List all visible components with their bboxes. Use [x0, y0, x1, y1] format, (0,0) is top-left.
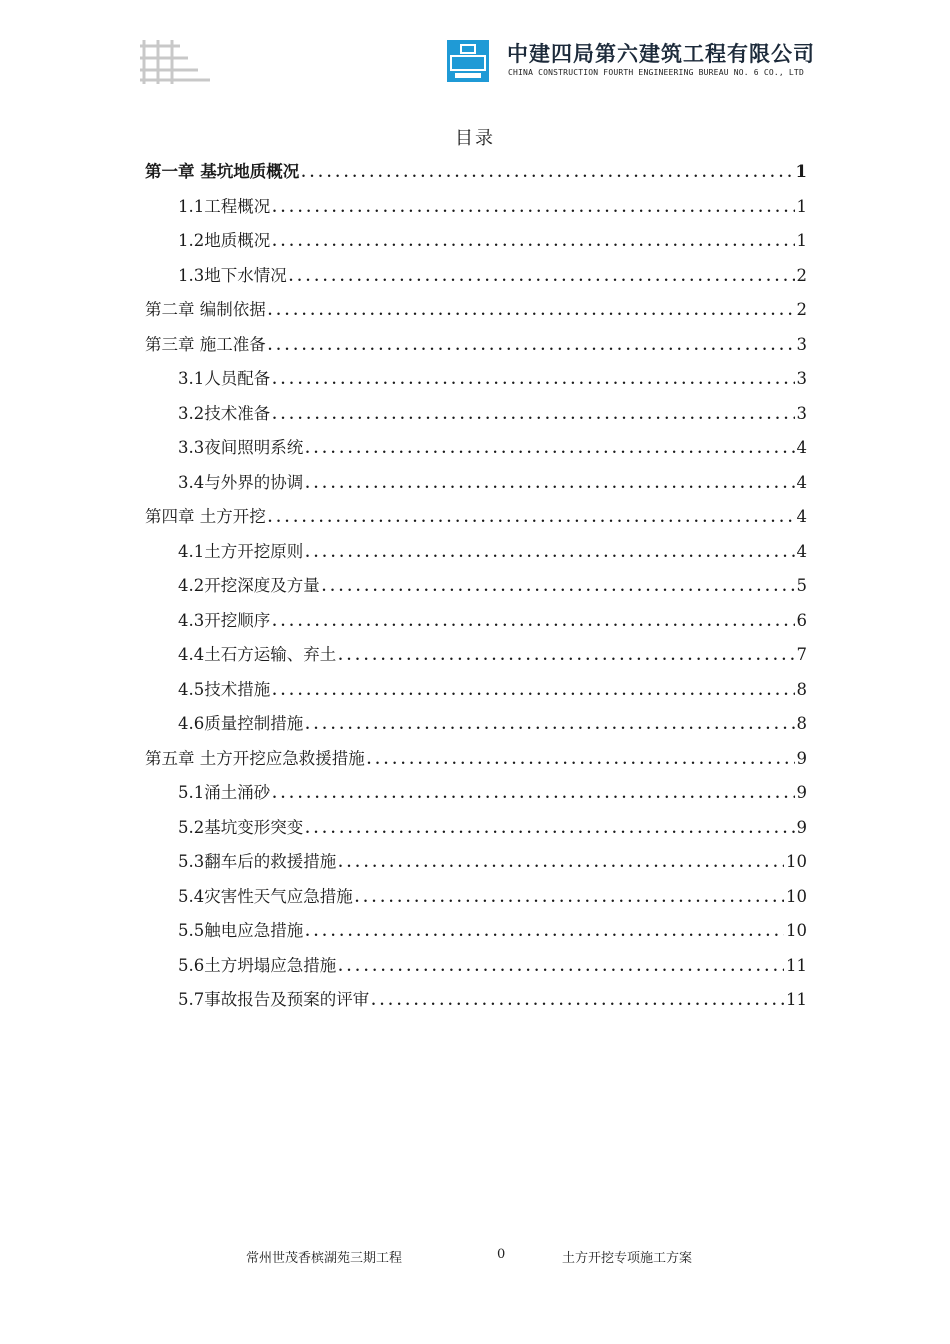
cscec-logo — [447, 40, 489, 82]
toc-section-entry[interactable] — [145, 362, 807, 397]
toc-section-entry[interactable] — [145, 466, 807, 501]
toc-leader-dots — [272, 778, 794, 813]
toc-leader-dots — [268, 330, 795, 365]
toc-entry-page: 9 — [796, 783, 807, 802]
toc-leader-dots — [272, 364, 794, 399]
toc-leader-dots — [305, 433, 794, 468]
toc-entry-title: 第一章 基坑地质概况 — [145, 162, 300, 181]
footer-document-title: 土方开挖专项施工方案 — [562, 1251, 693, 1266]
toc-entry-title: 3.2技术准备 — [178, 403, 271, 423]
toc-leader-dots — [322, 571, 795, 606]
toc-entry-title: 4.2开挖深度及方量 — [178, 576, 320, 595]
toc-entry-title: 5.5触电应急措施 — [178, 921, 304, 940]
toc-leader-dots — [355, 882, 784, 917]
footer-project-name: 常州世茂香槟湖苑三期工程 — [246, 1251, 403, 1266]
toc-leader-dots — [272, 606, 794, 641]
toc-leader-dots — [301, 157, 793, 192]
toc-entry-page: 4 — [796, 438, 807, 457]
toc-leader-dots — [272, 399, 794, 434]
toc-leader-dots — [305, 813, 794, 848]
toc-section-entry[interactable] — [145, 673, 807, 708]
toc-chapter-entry[interactable] — [145, 155, 807, 190]
toc-section-entry[interactable] — [145, 397, 807, 432]
toc-entry-title: 第二章 编制依据 — [145, 300, 266, 319]
toc-entry-page: 6 — [796, 610, 807, 630]
toc-section-entry[interactable] — [145, 224, 807, 259]
toc-leader-dots — [305, 916, 784, 951]
footer-page-number: 0 — [497, 1247, 506, 1262]
toc-leader-dots — [305, 468, 794, 503]
company-name-en: CHINA CONSTRUCTION FOURTH ENGINEERING BUREAU NO. 6 CO., LTD — [508, 68, 804, 77]
toc-entry-title: 1.3地下水情况 — [178, 265, 287, 285]
toc-entry-title: 1.2地质概况 — [178, 231, 271, 250]
toc-entry-title: 5.4灾害性天气应急措施 — [178, 886, 353, 906]
toc-leader-dots — [268, 295, 795, 330]
toc-entry-title: 3.4与外界的协调 — [178, 472, 304, 492]
toc-entry-title: 3.3夜间照明系统 — [178, 438, 304, 457]
toc-entry-page: 10 — [786, 886, 807, 906]
toc-chapter-entry[interactable] — [145, 293, 807, 328]
toc-entry-title: 5.6土方坍塌应急措施 — [178, 955, 337, 975]
toc-entry-page: 1 — [795, 162, 807, 181]
toc-entry-page: 10 — [786, 921, 807, 940]
toc-entry-title: 第五章 土方开挖应急救援措施 — [145, 748, 365, 768]
toc-entry-page: 5 — [796, 576, 807, 595]
table-of-contents — [145, 155, 807, 1018]
toc-section-entry[interactable] — [145, 604, 807, 639]
toc-leader-dots — [305, 709, 794, 744]
toc-section-entry[interactable] — [145, 880, 807, 915]
toc-section-entry[interactable] — [145, 845, 807, 880]
toc-leader-dots — [338, 847, 784, 882]
toc-entry-title: 4.6质量控制措施 — [178, 714, 304, 733]
toc-section-entry[interactable] — [145, 949, 807, 984]
toc-leader-dots — [371, 985, 784, 1020]
toc-leader-dots — [272, 675, 794, 710]
toc-entry-page: 7 — [796, 645, 807, 664]
toc-entry-title: 1.1工程概况 — [178, 196, 271, 216]
toc-leader-dots — [272, 226, 794, 261]
toc-section-entry[interactable] — [145, 914, 807, 949]
toc-leader-dots — [338, 640, 794, 675]
toc-entry-page: 10 — [786, 852, 807, 871]
toc-entry-page: 3 — [796, 403, 807, 423]
toc-section-entry[interactable] — [145, 190, 807, 225]
toc-title: 目录 — [455, 128, 495, 149]
toc-chapter-entry[interactable] — [145, 500, 807, 535]
toc-leader-dots — [367, 744, 795, 779]
toc-entry-page: 8 — [796, 679, 807, 699]
toc-leader-dots — [289, 261, 795, 296]
toc-entry-page: 11 — [786, 955, 807, 975]
toc-entry-page: 11 — [786, 990, 807, 1009]
toc-entry-page: 9 — [796, 817, 807, 837]
toc-entry-title: 4.3开挖顺序 — [178, 610, 271, 630]
toc-entry-page: 4 — [796, 507, 807, 526]
toc-leader-dots — [268, 502, 795, 537]
toc-entry-title: 第四章 土方开挖 — [145, 507, 266, 526]
toc-section-entry[interactable] — [145, 811, 807, 846]
toc-section-entry[interactable] — [145, 776, 807, 811]
grid-pattern-icon — [140, 40, 212, 84]
company-name-cn: 中建四局第六建筑工程有限公司 — [507, 42, 815, 66]
toc-section-entry[interactable] — [145, 431, 807, 466]
toc-section-entry[interactable] — [145, 707, 807, 742]
toc-entry-title: 5.7事故报告及预案的评审 — [178, 990, 370, 1009]
toc-leader-dots — [272, 192, 794, 227]
toc-chapter-entry[interactable] — [145, 742, 807, 777]
toc-entry-title: 3.1人员配备 — [178, 369, 271, 388]
toc-entry-title: 第三章 施工准备 — [145, 334, 266, 354]
toc-entry-page: 3 — [796, 334, 807, 354]
toc-chapter-entry[interactable] — [145, 328, 807, 363]
toc-entry-page: 4 — [796, 472, 807, 492]
toc-leader-dots — [338, 951, 784, 986]
toc-entry-title: 4.5技术措施 — [178, 679, 271, 699]
toc-entry-page: 2 — [796, 265, 807, 285]
toc-leader-dots — [305, 537, 794, 572]
toc-section-entry[interactable] — [145, 983, 807, 1018]
toc-entry-page: 9 — [796, 748, 807, 768]
page-header — [0, 0, 950, 100]
toc-entry-title: 4.4土石方运输、弃土 — [178, 645, 337, 664]
toc-section-entry[interactable] — [145, 638, 807, 673]
toc-entry-title: 5.3翻车后的救援措施 — [178, 852, 337, 871]
toc-entry-page: 4 — [796, 541, 807, 561]
toc-entry-page: 8 — [796, 714, 807, 733]
toc-entry-title: 5.2基坑变形突变 — [178, 817, 304, 837]
toc-entry-page: 2 — [796, 300, 807, 319]
toc-entry-title: 4.1土方开挖原则 — [178, 541, 304, 561]
toc-entry-title: 5.1涌土涌砂 — [178, 783, 271, 802]
toc-section-entry[interactable] — [145, 569, 807, 604]
toc-entry-page: 3 — [796, 369, 807, 388]
toc-section-entry[interactable] — [145, 259, 807, 294]
toc-entry-page: 1 — [796, 196, 807, 216]
toc-section-entry[interactable] — [145, 535, 807, 570]
toc-entry-page: 1 — [796, 231, 807, 250]
